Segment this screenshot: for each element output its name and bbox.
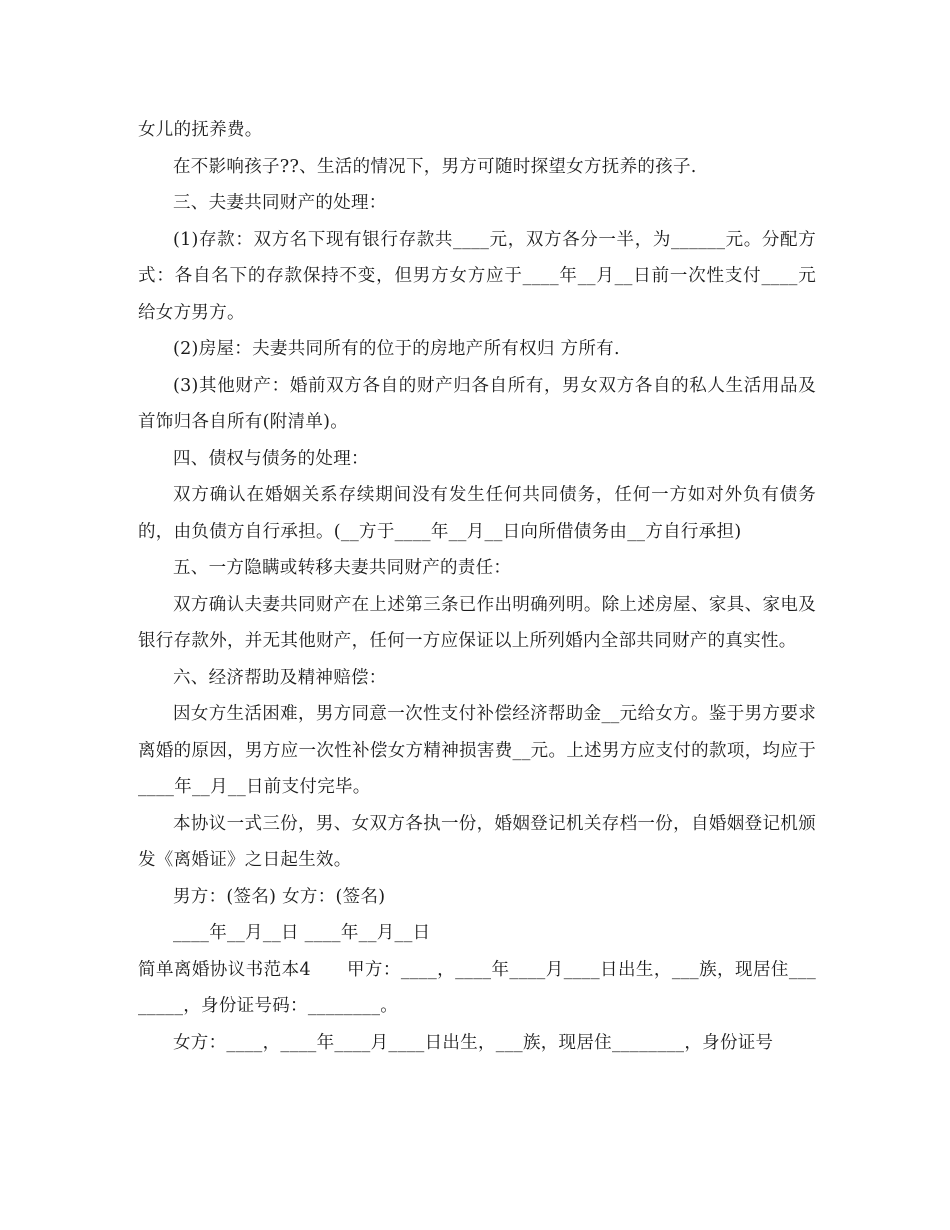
paragraph-visitation: 在不影响孩子??、生活的情况下，男方可随时探望女方抚养的孩子. — [173, 156, 697, 177]
signature-line: 男方：(签名) 女方：(签名) — [173, 886, 386, 907]
paragraph-sample-4-party-a: 简单离婚协议书范本4 甲方：____，____年____月____日出生，___族，现居住________，身份证号码：________。 — [138, 959, 816, 1016]
paragraph-child-support-end: 女儿的抚养费。 — [138, 120, 263, 140]
paragraph-debts: 双方确认在婚姻关系存续期间没有发生任何共同债务，任何一方如对外负有债务的，由负债方自行承担。(__方于____年__月__日向所借债务由__方自行承担) — [138, 485, 816, 542]
paragraph-house: (2)房屋：夫妻共同所有的位于的房地产所有权归 方所有. — [173, 339, 620, 359]
date-line: ____年__月__日 ____年__月__日 — [173, 923, 431, 943]
heading-joint-property: 三、夫妻共同财产的处理： — [173, 193, 387, 213]
heading-concealment: 五、一方隐瞒或转移夫妻共同财产的责任： — [173, 558, 512, 578]
document-body — [138, 112, 816, 1061]
paragraph-party-b: 女方：____，____年____月____日出生，___族，现居住________，身份证号 — [173, 1032, 774, 1053]
paragraph-copies: 本协议一式三份，男、女双方各执一份，婚姻登记机关存档一份，自婚姻登记机颁发《离婚证》之日起生效。 — [138, 813, 816, 870]
heading-compensation: 六、经济帮助及精神赔偿： — [173, 667, 387, 688]
paragraph-deposits: (1)存款：双方名下现有银行存款共____元，双方各分一半，为______元。分配方式：各自名下的存款保持不变，但男方女方应于____年__月__日前一次性支付____元给女方男方。 — [138, 229, 816, 323]
heading-debts: 四、债权与债务的处理： — [173, 448, 369, 469]
paragraph-compensation: 因女方生活困难，男方同意一次性支付补偿经济帮助金__元给女方。鉴于男方要求离婚的原因，男方应一次性补偿女方精神损害费__元。上述男方应支付的款项，均应于____年__月__日前支付完毕。 — [138, 704, 816, 797]
paragraph-other-property: (3)其他财产：婚前双方各自的财产归各自所有，男女双方各自的私人生活用品及首饰归各自所有(附清单)。 — [138, 375, 816, 432]
paragraph-concealment: 双方确认夫妻共同财产在上述第三条已作出明确列明。除上述房屋、家具、家电及银行存款外，并无其他财产，任何一方应保证以上所列婚内全部共同财产的真实性。 — [138, 594, 816, 651]
